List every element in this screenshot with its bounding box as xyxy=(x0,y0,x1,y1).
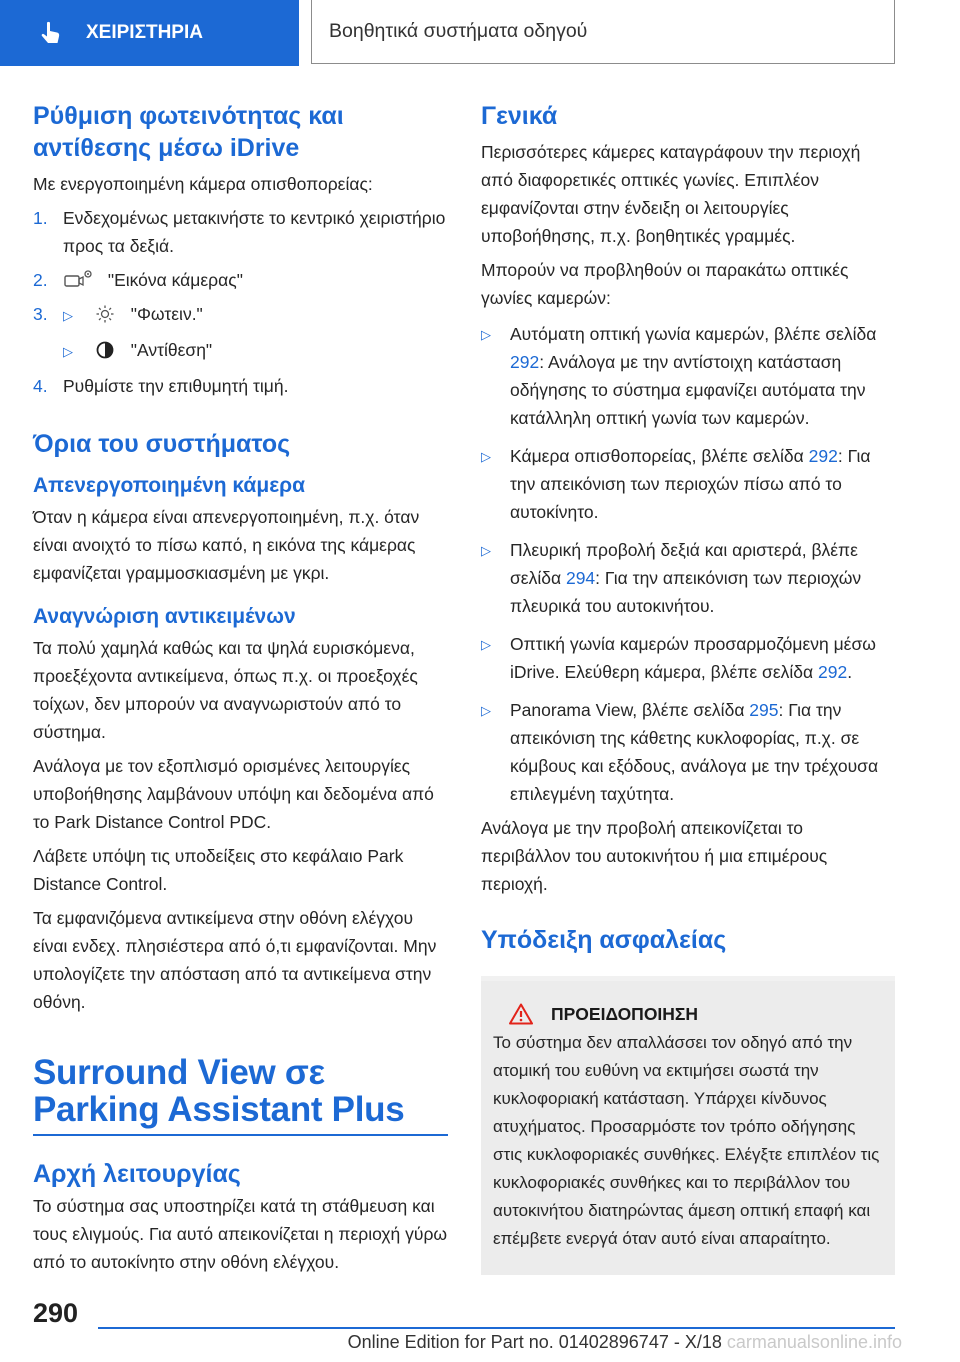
camera-views-list xyxy=(481,320,895,808)
detection-paragraph: Λάβετε υπόψη τις υποδείξεις στο κεφάλαιο Park Distance Control. xyxy=(33,846,404,894)
heading-divider xyxy=(33,1134,448,1136)
step-number: 1. xyxy=(33,208,48,228)
chevron-right-icon: ▷ xyxy=(63,308,73,323)
detection-paragraph: Τα πολύ χαμηλά καθώς και τα ψηλά ευρισκόμενα, προεξέχοντα αντικείμενα, όπως π.χ. οι προεξοχές τοίχων, δεν μπορούν να αναγνωριστούν από το σύστημα. xyxy=(33,638,418,742)
step-item xyxy=(33,336,448,366)
sun-brightness-icon xyxy=(94,303,116,321)
step-text: "Φωτειν." xyxy=(130,304,203,324)
general-paragraph: Ανάλογα με την προβολή απεικονίζεται το περιβάλλον του αυτοκινήτου ή μια επιμέρους περιοχή. xyxy=(481,818,828,894)
detection-paragraph: Τα εμφανιζόμενα αντικείμενα στην οθόνη ελέγχου είναι ενδεχ. πλησιέστερα από ό,τι εμφανίζονται. Μην υπολογίζετε την απόσταση από τα αντικείμενα στην οθόνη. xyxy=(33,908,437,1012)
page-header xyxy=(0,0,960,66)
detection-paragraph: Ανάλογα με τον εξοπλισμό ορισμένες λειτουργίες υποβοήθησης λαμβάνουν υπόψη και δεδομένα από το Park Distance Control PDC. xyxy=(33,756,434,832)
footer-divider xyxy=(98,1327,895,1329)
watermark: carmanualsonline.info xyxy=(726,1332,902,1352)
left-column xyxy=(33,100,448,1276)
step-number: 2. xyxy=(33,270,48,290)
step-text: Ρυθμίστε την επιθυμητή τιμή. xyxy=(63,376,289,396)
heading-safety-note: Υπόδειξη ασφαλείας xyxy=(481,926,727,954)
page-link[interactable]: 294 xyxy=(565,568,596,588)
tab-manual-label: ΧΕΙΡΙΣΤΗΡΙΑ xyxy=(86,22,203,43)
bullet-triangle-icon: ▷ xyxy=(481,703,491,718)
warning-triangle-icon xyxy=(509,1003,533,1025)
general-paragraph: Περισσότερες κάμερες καταγράφουν την περιοχή από διαφορετικές οπτικές γωνίες. Επιπλέον εμφανίζονται στην ένδειξη οι λειτουργίες υποβοήθησης, π.χ. βοηθητικές γραμμές. xyxy=(481,142,861,246)
heading-system-limits: Όρια του συστήματος xyxy=(33,430,291,458)
step-number: 4. xyxy=(33,376,48,396)
tab-section[interactable] xyxy=(311,0,895,64)
page-link[interactable]: 295 xyxy=(749,700,779,720)
warning-text: Το σύστημα δεν απαλλάσσει τον οδηγό από την ατομική του ευθύνη να εκτιμήσει σωστά την κυκλοφοριακή κατάσταση. Υπάρχει κίνδυνος ατυχήματος. Προσαρμόστε τον τρόπο οδήγησης στις κυκλοφοριακές συνθήκες. Ελέγξτε επιπλέον τις κυκλοφοριακές συνθήκες και το περιβάλλον του αυτοκινήτου διατηρώντας άμεση οπτική επαφή και επέμβετε ενεργά όταν αυτό είναι απαραίτητο. xyxy=(493,1033,880,1248)
bullet-triangle-icon: ▷ xyxy=(481,637,491,652)
heading-surround-view: Surround View σε Parking Assistant Plus xyxy=(33,1053,405,1129)
list-item: ▷ Πλευρική προβολή δεξιά και αριστερά, βλέπε σελίδα 294: Για την απεικόνιση των περιοχών πλευρικά του αυτοκινήτου. xyxy=(481,536,895,620)
heading-deactivated-camera: Απενεργοποιημένη κάμερα xyxy=(33,474,306,497)
heading-brightness-contrast: Ρύθμιση φωτεινότητας και αντίθεσης μέσω iDrive xyxy=(33,102,344,162)
step-item xyxy=(33,300,448,330)
list-item: ▷ Αυτόματη οπτική γωνία καμερών, βλέπε σελίδα 292: Ανάλογα με την αντίστοιχη κατάσταση οδήγησης το σύστημα εμφανίζει αυτόματα την κατάλληλη οπτική γωνία των καμερών. xyxy=(481,320,895,432)
bullet-triangle-icon: ▷ xyxy=(481,449,491,464)
warning-title: ΠΡΟΕΙΔΟΠΟΙΗΣΗ xyxy=(551,1003,699,1024)
step-item xyxy=(33,266,448,294)
steps-list xyxy=(33,204,448,400)
list-item: ▷ Panorama View, βλέπε σελίδα 295: Για την απεικόνιση της κάθετης κυκλοφορίας, π.χ. σε κόμβους και εξόδους, ανάλογα με την τρέχουσα επιλεγμένη ταχύτητα. xyxy=(481,696,895,808)
general-paragraph: Μπορούν να προβληθούν οι παρακάτω οπτικές γωνίες καμερών: xyxy=(481,260,849,308)
tab-manual[interactable] xyxy=(0,0,299,66)
step-text: Ενδεχομένως μετακινήστε το κεντρικό χειριστήριο προς τα δεξιά. xyxy=(63,208,446,256)
warning-title-row xyxy=(509,1003,883,1025)
heading-general: Γενικά xyxy=(481,102,558,130)
footer-edition xyxy=(348,1332,902,1353)
contrast-icon xyxy=(94,339,116,357)
page-link[interactable]: 292 xyxy=(817,662,848,682)
step-text: "Αντίθεση" xyxy=(130,340,213,360)
right-column xyxy=(481,100,895,1275)
page-link[interactable]: 292 xyxy=(510,352,540,372)
page-number: 290 xyxy=(33,1298,79,1328)
list-item: ▷ Οπτική γωνία καμερών προσαρμοζόμενη μέσω iDrive. Ελεύθερη κάμερα, βλέπε σελίδα 292. xyxy=(481,630,895,686)
list-item: ▷ Κάμερα οπισθοπορείας, βλέπε σελίδα 292: Για την απεικόνιση των περιοχών πίσω από το αυτοκίνητο. xyxy=(481,442,895,526)
step-number: 3. xyxy=(33,304,48,324)
step-item xyxy=(33,204,448,260)
step-text: "Εικόνα κάμερας" xyxy=(107,270,243,290)
edition-text: Online Edition for Part no. 01402896747 - X/18 xyxy=(347,1332,722,1352)
camera-settings-icon xyxy=(63,269,93,287)
heading-principle: Αρχή λειτουργίας xyxy=(33,1159,241,1188)
brightness-intro: Με ενεργοποιημένη κάμερα οπισθοπορείας: xyxy=(33,174,373,194)
bullet-triangle-icon: ▷ xyxy=(481,327,491,342)
page-link[interactable]: 292 xyxy=(808,446,838,466)
deactivated-text: Όταν η κάμερα είναι απενεργοποιημένη, π.χ. όταν είναι ανοιχτό το πίσω καπό, η εικόνα της κάμερας εμφανίζεται γραμμοσκιασμένη με γκρι. xyxy=(33,507,420,583)
step-item xyxy=(33,372,448,400)
chevron-right-icon: ▷ xyxy=(63,344,73,359)
principle-text: Το σύστημα σας υποστηρίζει κατά τη στάθμευση και τους ελιγμούς. Για αυτό απεικονίζεται η περιοχή γύρω από το αυτοκίνητο στην οθόνη ελέγχου. xyxy=(33,1195,448,1272)
bullet-triangle-icon: ▷ xyxy=(481,543,491,558)
heading-object-detection: Αναγνώριση αντικειμένων xyxy=(33,605,296,628)
finger-tap-icon xyxy=(38,20,64,46)
tab-section-label: Βοηθητικά συστήματα οδηγού xyxy=(329,20,588,42)
warning-box xyxy=(481,976,895,1275)
